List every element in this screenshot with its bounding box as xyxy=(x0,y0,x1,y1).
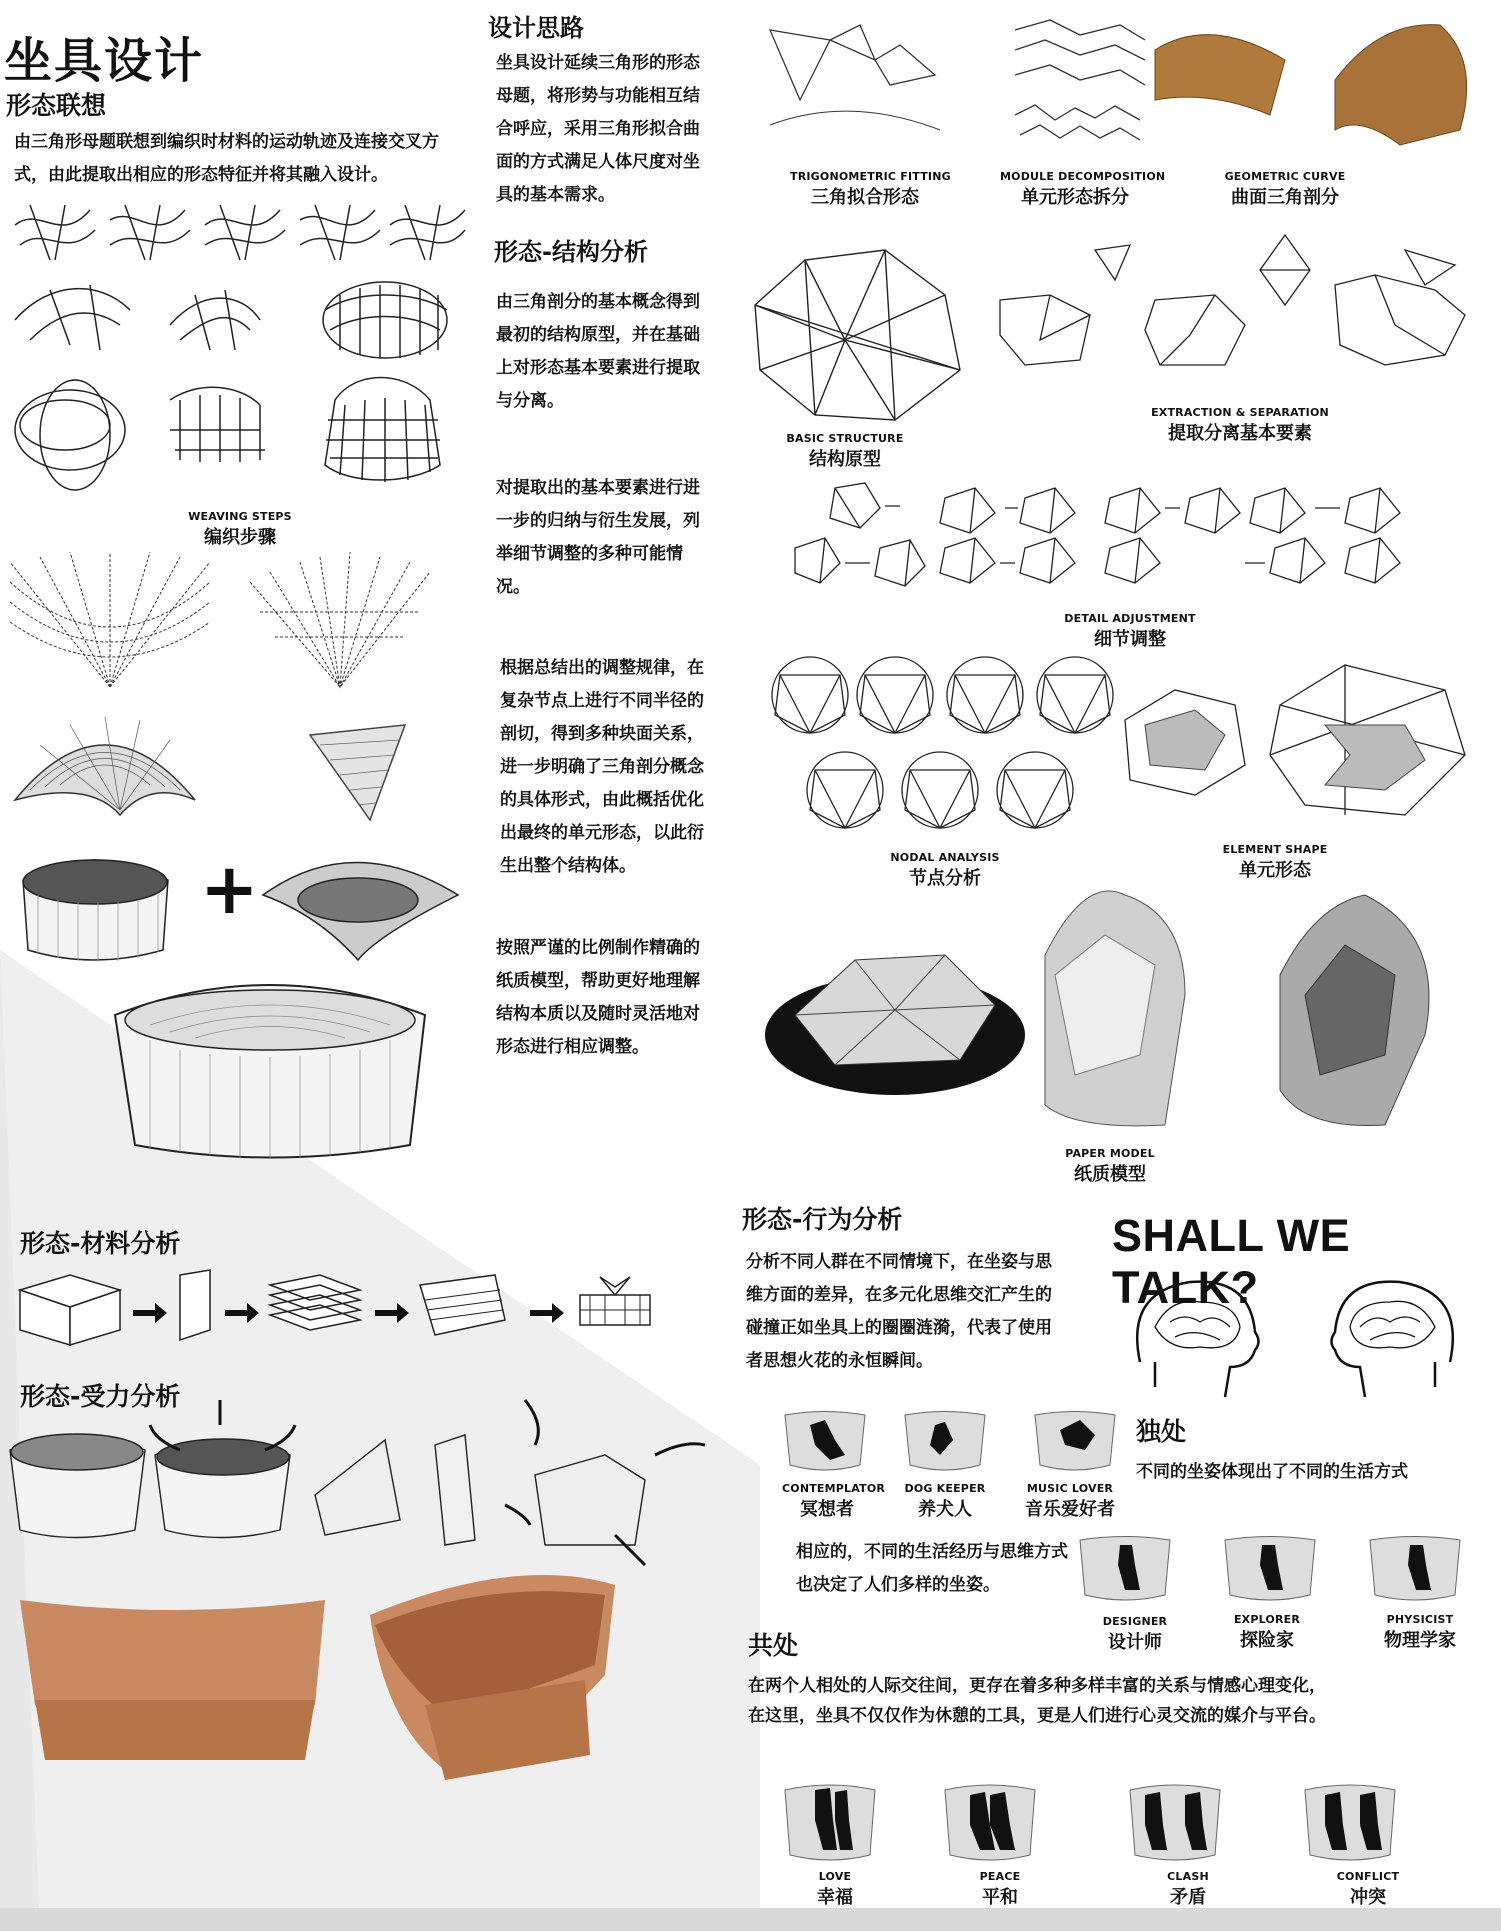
together-text-2: 在这里，坐具不仅仅作为休憩的工具，更是人们进行心灵交流的媒介与平台。 xyxy=(748,1706,1326,1726)
module-caption-zh: 单元形态拆分 xyxy=(1021,187,1129,208)
triangle-fitting-diagrams xyxy=(760,20,1480,170)
pair-zh: 幸福 xyxy=(817,1887,853,1908)
detail-adjustment-diagrams xyxy=(775,478,1475,598)
persona-physicist xyxy=(1370,1613,1470,1652)
design-idea-heading: 设计思路 xyxy=(488,14,584,42)
basic-structure-diagram xyxy=(745,240,965,430)
dome-shapes xyxy=(10,705,470,825)
pair-zh: 冲突 xyxy=(1350,1887,1386,1908)
weaving-sketches xyxy=(10,200,470,500)
weaving-caption-zh: 编织步骤 xyxy=(204,527,276,548)
final-bowl-drawing xyxy=(110,980,430,1160)
behavior-analysis-text: 分析不同人群在不同情境下，在坐姿与思维方面的差异，在多元化思维交汇产生的碰撞正如坐具上的圈圈涟漪，代表了使用者思想火花的永恒瞬间。 xyxy=(746,1252,1052,1371)
curve-caption-zh: 曲面三角剖分 xyxy=(1231,187,1339,208)
persona-zh: 探险家 xyxy=(1240,1630,1294,1651)
persona-designer xyxy=(1090,1615,1180,1654)
page-title: 坐具设计 xyxy=(4,33,205,89)
trig-caption xyxy=(790,170,951,209)
basic-caption-zh: 结构原型 xyxy=(809,449,881,470)
form-association-text: 由三角形母题联想到编织时材料的运动轨迹及连接交叉方式，由此提取出相应的形态特征并将其融入设计。 xyxy=(14,132,439,185)
pair-love xyxy=(795,1870,875,1909)
pair-peace xyxy=(960,1870,1040,1909)
extract-caption-en: EXTRACTION & SEPARATION xyxy=(1151,406,1329,419)
alone-text: 不同的坐姿体现出了不同的生活方式 xyxy=(1136,1462,1408,1482)
pair-conflict xyxy=(1323,1870,1413,1909)
module-caption-en: MODULE DECOMPOSITION xyxy=(1000,170,1166,183)
structure-analysis-heading: 形态-结构分析 xyxy=(494,238,648,266)
persona-en: DOG KEEPER xyxy=(904,1482,986,1495)
structure-analysis-text3: 根据总结出的调整规律，在复杂节点上进行不同半径的剖切，得到多种块面关系，进一步明确了三角剖分概念的具体形式，由此概括优化出最终的单元形态，以此衍生出整个结构体。 xyxy=(500,658,704,876)
force-analysis-heading: 形态-受力分析 xyxy=(20,1382,181,1411)
detail-caption-zh: 细节调整 xyxy=(1094,629,1166,650)
nodal-caption-en: NODAL ANALYSIS xyxy=(890,851,1000,864)
pair-zh: 矛盾 xyxy=(1170,1887,1206,1908)
extract-caption xyxy=(1150,406,1330,445)
pair-zh: 平和 xyxy=(982,1887,1018,1908)
together-text-1: 在两个人相处的人际交往间，更存在着多种多样丰富的关系与情感心理变化， xyxy=(748,1676,1326,1696)
heads-illustration xyxy=(1130,1272,1470,1402)
trig-caption-zh: 三角拟合形态 xyxy=(811,187,919,208)
plus-sign: + xyxy=(200,848,259,930)
persona-row1-images xyxy=(785,1410,1115,1480)
persona-row2-images xyxy=(1080,1535,1480,1605)
pair-images xyxy=(785,1780,1445,1870)
paper-model-photos xyxy=(745,875,1475,1145)
pair-en: CLASH xyxy=(1167,1870,1209,1883)
persona-en: PHYSICIST xyxy=(1386,1613,1454,1626)
design-idea-text: 坐具设计延续三角形的形态母题，将形势与功能相互结合呼应，采用三角形拟合曲面的方式满足人体尺度对坐具的基本需求。 xyxy=(496,53,700,205)
persona-zh: 物理学家 xyxy=(1384,1630,1456,1651)
extraction-diagrams xyxy=(995,230,1475,370)
nodal-analysis-diagrams xyxy=(765,655,1475,855)
detail-caption-en: DETAIL ADJUSTMENT xyxy=(1064,612,1196,625)
paper-caption-zh: 纸质模型 xyxy=(1074,1164,1146,1185)
section-heading-form-association: 形态联想 xyxy=(6,91,107,120)
pair-en: PEACE xyxy=(979,1870,1021,1883)
curve-caption-en: GEOMETRIC CURVE xyxy=(1224,170,1346,183)
detail-caption xyxy=(1050,612,1210,651)
persona-zh: 养犬人 xyxy=(918,1499,972,1520)
persona-en: CONTEMPLATOR xyxy=(782,1482,886,1495)
element-caption-zh: 单元形态 xyxy=(1239,860,1311,881)
trig-caption-en: TRIGONOMETRIC FITTING xyxy=(790,170,951,183)
persona-en: DESIGNER xyxy=(1102,1615,1168,1628)
basic-caption xyxy=(780,432,910,471)
nodal-caption-zh: 节点分析 xyxy=(909,868,981,889)
pair-clash xyxy=(1148,1870,1228,1909)
paper-caption-en: PAPER MODEL xyxy=(1065,1147,1155,1160)
persona-en: EXPLORER xyxy=(1233,1613,1301,1626)
weaving-caption xyxy=(160,510,320,549)
basic-caption-en: BASIC STRUCTURE xyxy=(786,432,904,445)
persona-zh: 设计师 xyxy=(1108,1632,1162,1653)
element-caption-en: ELEMENT SHAPE xyxy=(1222,843,1328,856)
chair-photos xyxy=(15,1585,705,1785)
behavior-analysis-heading: 形态-行为分析 xyxy=(742,1205,903,1234)
alone-heading: 独处 xyxy=(1136,1417,1187,1446)
persona-dog-keeper xyxy=(900,1482,990,1521)
persona-explorer xyxy=(1222,1613,1312,1652)
force-analysis-diagram xyxy=(5,1395,705,1565)
radiating-lines-sketch xyxy=(10,552,460,692)
together-heading: 共处 xyxy=(748,1631,799,1660)
persona-zh: 冥想者 xyxy=(800,1499,854,1520)
curve-caption xyxy=(1210,170,1360,209)
weaving-caption-en: WEAVING STEPS xyxy=(188,510,292,523)
shall-we-talk-title: SHALL WE TALK? xyxy=(1112,1210,1351,1313)
material-process-diagram xyxy=(15,1265,685,1345)
pair-en: LOVE xyxy=(818,1870,852,1883)
persona-zh: 音乐爱好者 xyxy=(1025,1499,1115,1520)
structure-analysis-text1: 由三角剖分的基本概念得到最初的结构原型，并在基础上对形态基本要素进行提取与分离。 xyxy=(496,292,700,411)
alone-text-2: 相应的，不同的生活经历与思维方式也决定了人们多样的坐姿。 xyxy=(796,1542,1068,1595)
paper-caption xyxy=(1050,1147,1170,1186)
module-caption xyxy=(1000,170,1166,209)
structure-analysis-text2: 对提取出的基本要素进行进一步的归纳与衍生发展，列举细节调整的多种可能情况。 xyxy=(496,478,700,597)
persona-music-lover xyxy=(1020,1482,1120,1521)
extract-caption-zh: 提取分离基本要素 xyxy=(1168,423,1312,444)
material-analysis-heading: 形态-材料分析 xyxy=(20,1229,181,1258)
structure-analysis-text4: 按照严谨的比例制作精确的纸质模型，帮助更好地理解结构本质以及随时灵活地对形态进行相应调整。 xyxy=(496,938,700,1057)
persona-contemplator xyxy=(782,1482,886,1521)
bowl-components xyxy=(18,855,468,970)
persona-en: MUSIC LOVER xyxy=(1026,1482,1114,1495)
pair-en: CONFLICT xyxy=(1336,1870,1400,1883)
